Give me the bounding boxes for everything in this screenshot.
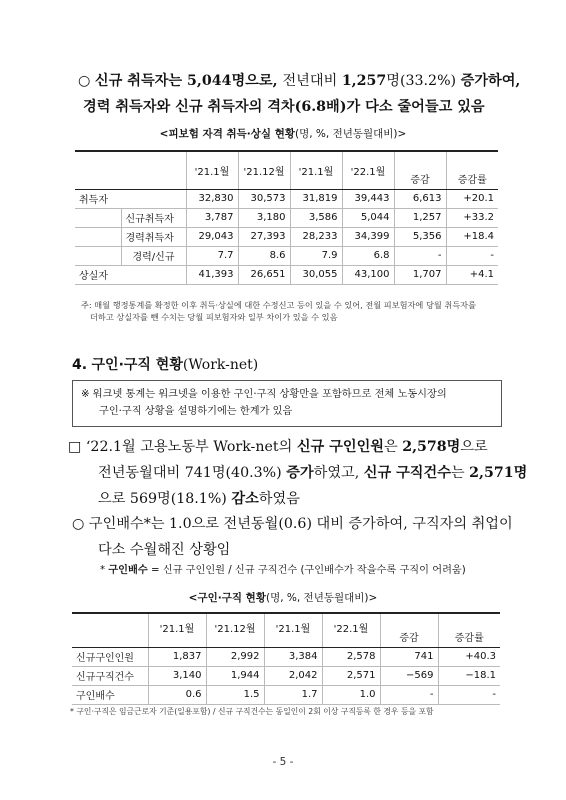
summary-line <box>78 94 566 120</box>
bold-number: 1,257 <box>341 73 387 89</box>
cell: - <box>380 685 438 704</box>
cell: 30,055 <box>290 265 342 284</box>
table-row <box>75 246 498 265</box>
cell: 32,830 <box>186 189 238 208</box>
bold-text: 명으로, <box>231 73 283 89</box>
cell: 1,944 <box>206 666 264 685</box>
row-label: 취득자 <box>75 189 186 208</box>
cell: 6,613 <box>394 189 446 208</box>
cell: 41,393 <box>186 265 238 284</box>
cell: 1,257 <box>394 208 446 227</box>
column-header: 증감률 <box>446 151 498 189</box>
row-label: 신규구인인원 <box>72 647 148 666</box>
text: 은 <box>383 439 403 455</box>
cell: 3,140 <box>148 666 206 685</box>
row-label: 경력/신규 <box>121 246 186 265</box>
cell: +33.2 <box>446 208 498 227</box>
circle-bullet: ○ <box>78 73 91 89</box>
notice-line <box>81 386 493 403</box>
text: 하였음 <box>258 491 300 507</box>
text: 전년동월대비 741명(40.3%) <box>98 465 287 481</box>
column-header: '21.1월 <box>186 151 238 189</box>
job-offer-search-table <box>72 612 500 705</box>
column-header: '21.1월 <box>148 613 206 647</box>
table-header-row <box>72 613 500 647</box>
section-suffix: (Work-net) <box>182 357 259 373</box>
cell: +40.3 <box>438 647 500 666</box>
row-indent <box>75 208 121 227</box>
column-header: 증감 <box>380 613 438 647</box>
row-label: 상실자 <box>75 265 186 284</box>
summary-paragraph-hires <box>78 68 566 120</box>
definition-term: 구인배수 <box>108 565 148 576</box>
bold-text: 신규 구직건수 <box>363 465 451 481</box>
summary-line <box>68 434 566 460</box>
notice-line: 구인·구직 상황을 설명하기에는 한계가 있음 <box>99 406 293 417</box>
bold-text: 신규 취득자는 <box>94 73 188 89</box>
summary-line <box>68 460 566 486</box>
cell: +18.4 <box>446 227 498 246</box>
cell: 31,819 <box>290 189 342 208</box>
cell: 39,443 <box>342 189 394 208</box>
bold-number: 2,578명 <box>402 439 461 455</box>
row-label: 구인배수 <box>72 685 148 704</box>
row-label: 경력취득자 <box>121 227 186 246</box>
header-blank <box>72 613 148 647</box>
cell: 43,100 <box>342 265 394 284</box>
cell: 2,571 <box>322 666 380 685</box>
cell: 6.8 <box>342 246 394 265</box>
reference-mark: ※ <box>81 389 90 400</box>
table-row <box>75 208 498 227</box>
text: 전년대비 <box>282 73 342 89</box>
footnote-line: 더하고 상실자를 뺀 수치는 당월 피보험자와 일부 차이가 있을 수 있음 <box>90 311 338 322</box>
bold-text: 신규 구인인원 <box>296 439 384 455</box>
section-title: 구인·구직 현황 <box>91 357 183 373</box>
section-number: 4. <box>72 357 88 373</box>
cell: −18.1 <box>438 666 500 685</box>
circle-bullet: ○ <box>72 516 85 532</box>
table-row <box>72 647 500 666</box>
cell: 28,233 <box>290 227 342 246</box>
row-indent <box>75 227 121 246</box>
cell: - <box>438 685 500 704</box>
column-header: '21.1월 <box>290 151 342 189</box>
bold-number: 2,571명 <box>469 465 528 481</box>
column-header: '21.1월 <box>264 613 322 647</box>
cell: 0.6 <box>148 685 206 704</box>
text: 는 <box>450 465 470 481</box>
cell: +20.1 <box>446 189 498 208</box>
table2-caption-unit: (명, %, 전년동월대비)> <box>265 592 378 604</box>
cell: 27,393 <box>238 227 290 246</box>
row-label: 신규취득자 <box>121 208 186 227</box>
cell: 26,651 <box>238 265 290 284</box>
summary-line <box>72 511 566 537</box>
square-bullet: □ <box>68 439 82 455</box>
cell: +4.1 <box>446 265 498 284</box>
table2-footnote: * 구인·구직은 임금근로자 기준(일용포함) / 신규 구직건수는 동일인이 2회 이상 구직등록 한 경우 등을 포함 <box>70 707 434 716</box>
cell: −569 <box>380 666 438 685</box>
section-heading <box>72 354 566 374</box>
text: 으로 569명(18.1%) <box>98 491 232 507</box>
cell: 2,578 <box>322 647 380 666</box>
summary-paragraph-worknet <box>68 434 566 512</box>
text: 으로 <box>460 439 488 455</box>
summary-line <box>68 486 566 512</box>
column-header: 증감 <box>394 151 446 189</box>
job-ratio-definition <box>100 561 566 576</box>
page-number: - 5 - <box>272 756 294 768</box>
column-header: '22.1월 <box>342 151 394 189</box>
table2-caption <box>0 590 566 605</box>
bold-text: 경력 취득자와 신규 취득자의 격차 <box>83 99 295 115</box>
table-header-row <box>75 151 498 189</box>
cell: 2,992 <box>206 647 264 666</box>
column-header: '22.1월 <box>322 613 380 647</box>
bold-number: 5,044 <box>187 73 232 89</box>
table-row <box>75 227 498 246</box>
cell: 7.7 <box>186 246 238 265</box>
text: ‘22.1월 고용노동부 Work-net의 <box>85 439 297 455</box>
cell: 3,586 <box>290 208 342 227</box>
cell: 8.6 <box>238 246 290 265</box>
column-header: '21.12월 <box>238 151 290 189</box>
row-indent <box>75 246 121 265</box>
cell: - <box>446 246 498 265</box>
text: 하였고, <box>313 465 364 481</box>
cell: 34,399 <box>342 227 394 246</box>
cell: 741 <box>380 647 438 666</box>
definition-text: = 신규 구인인원 / 신규 구직건수 (구인배수가 작을수록 구직이 어려움) <box>147 565 466 576</box>
cell: - <box>394 246 446 265</box>
cell: 30,573 <box>238 189 290 208</box>
summary-line <box>78 68 566 94</box>
table1-caption <box>0 126 566 141</box>
bold-text: 가 다소 줄어들고 있음 <box>346 99 485 115</box>
cell: 1,707 <box>394 265 446 284</box>
table1-footnote <box>81 300 506 323</box>
cell: 1,837 <box>148 647 206 666</box>
table1-caption-unit: (명, %, 전년동월대비)> <box>295 128 407 140</box>
worknet-notice-box <box>72 380 502 427</box>
table-row <box>75 265 498 284</box>
text: 구인배수*는 1.0으로 전년동월(0.6) 대비 증가하여, 구직자의 취업이 <box>88 516 513 532</box>
table-row <box>72 666 500 685</box>
table-row <box>75 189 498 208</box>
summary-paragraph-ratio <box>72 511 566 563</box>
bold-text: (6.8배) <box>294 99 347 115</box>
table-row <box>72 685 500 704</box>
table1-caption-title: <피보험 자격 취득·상실 현황 <box>159 128 295 140</box>
row-label: 신규구직건수 <box>72 666 148 685</box>
cell: 2,042 <box>264 666 322 685</box>
header-blank <box>75 151 186 189</box>
summary-line: 다소 수월해진 상황임 <box>98 542 231 558</box>
cell: 1.5 <box>206 685 264 704</box>
column-header: 증감률 <box>438 613 500 647</box>
cell: 1.0 <box>322 685 380 704</box>
bold-text: 증가 <box>286 465 314 481</box>
cell: 29,043 <box>186 227 238 246</box>
footnote-line: 주: 매월 행정통계를 확정한 이후 취득·상실에 대한 수정신고 등이 있을 수 있어, 전월 피보험자에 당월 취득자를 <box>81 300 477 310</box>
table2-caption-title: <구인·구직 현황 <box>188 592 266 604</box>
cell: 5,356 <box>394 227 446 246</box>
bold-text: 감소 <box>231 491 259 507</box>
cell: 1.7 <box>264 685 322 704</box>
cell: 5,044 <box>342 208 394 227</box>
notice-text: 워크넷 통계는 워크넷을 이용한 구인·구직 상황만을 포함하므로 전체 노동시장의 <box>92 389 447 400</box>
footnote-star: * <box>100 565 106 576</box>
bold-text: 증가하여, <box>460 73 521 89</box>
cell: 3,180 <box>238 208 290 227</box>
text: 명(33.2%) <box>386 73 461 89</box>
cell: 7.9 <box>290 246 342 265</box>
column-header: '21.12월 <box>206 613 264 647</box>
cell: 3,787 <box>186 208 238 227</box>
insured-acquisition-loss-table <box>75 150 498 285</box>
cell: 3,384 <box>264 647 322 666</box>
